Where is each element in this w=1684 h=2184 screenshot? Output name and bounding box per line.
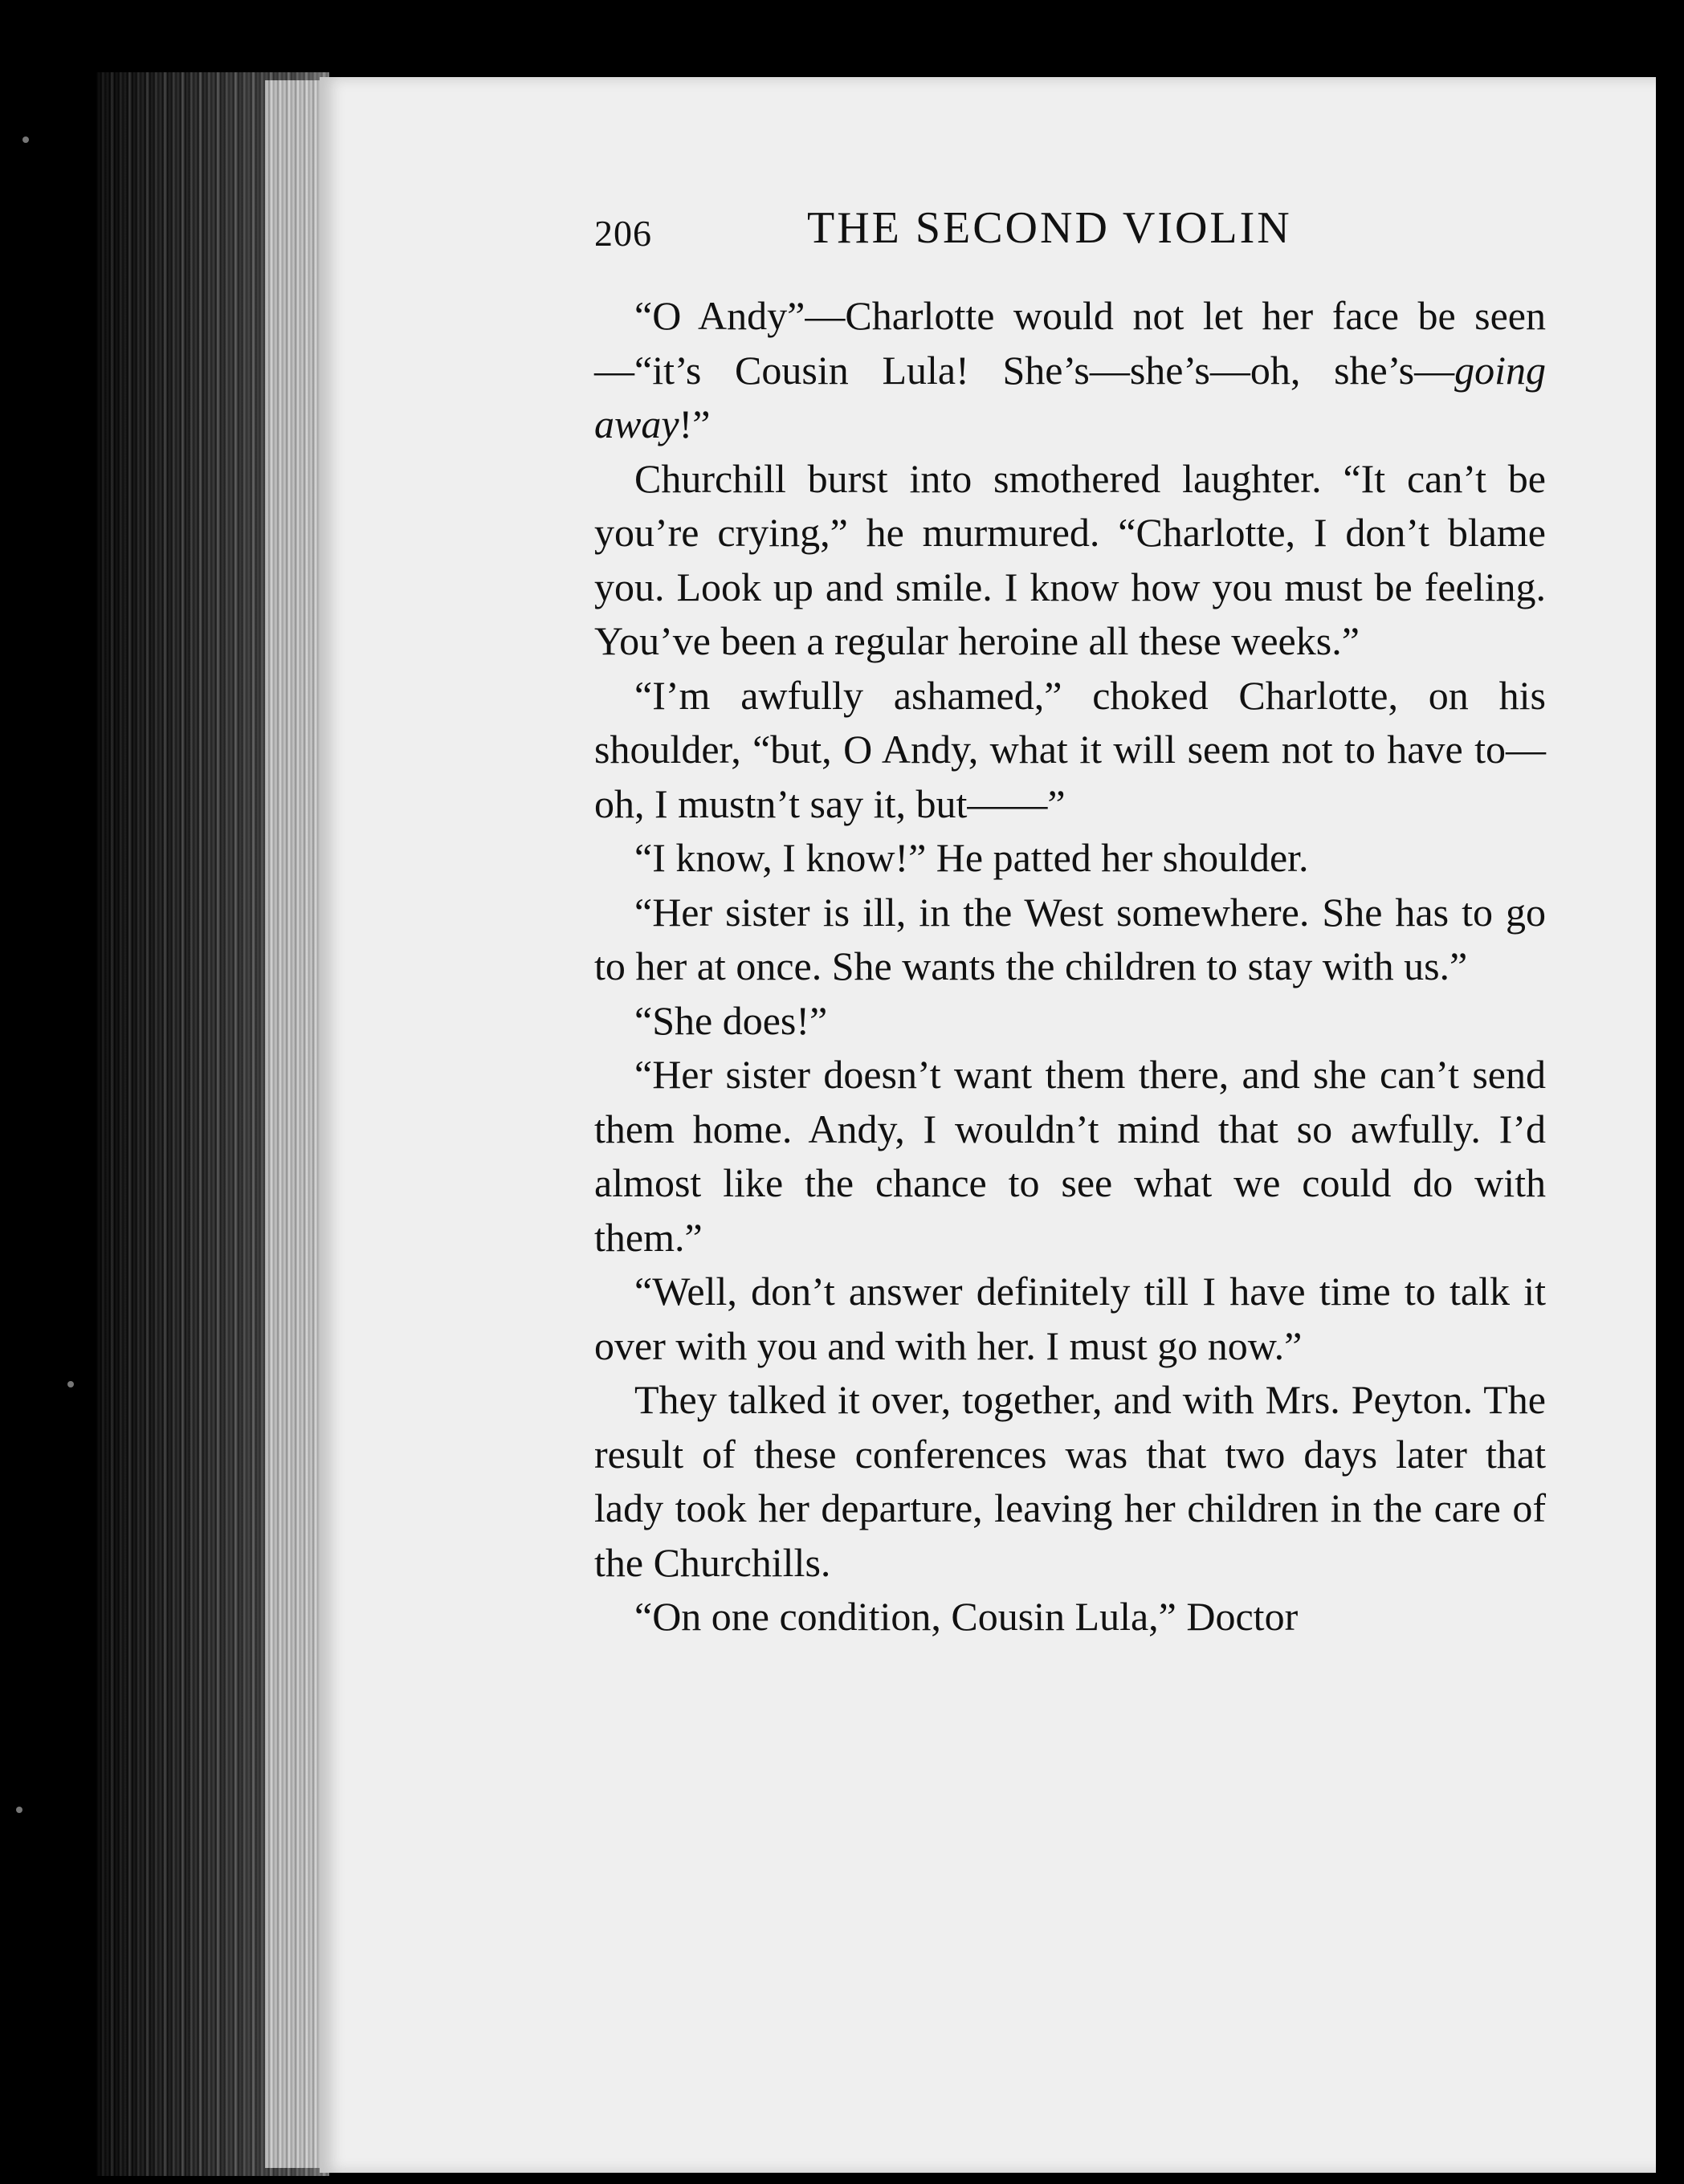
paragraph: “I’m awfully ashamed,” choked Charlotte, on his shoulder, “but, O Andy, what it will seem not to have to—oh, I mustn’t say it, but——” <box>594 672 1546 826</box>
paragraph: They talked it over, together, and with Mrs. Peyton. The result of these conferences was that two days later that lady took her departure, leaving her children in the care of the Churchills. <box>594 1377 1546 1585</box>
paragraph: Churchill burst into smothered laughter. “It can’t be you’re crying,” he murmured. “Charlotte, I don’t blame you. Look up and smile. I know how you must be feeling. You’ve been a regular heroine all these weeks.” <box>594 455 1546 663</box>
paragraph: “Well, don’t answer definitely till I have time to talk it over with you and with her. I must go now.” <box>594 1269 1546 1368</box>
paragraph: “I know, I know!” He patted her shoulder. <box>634 835 1309 880</box>
scan-speck <box>22 136 29 143</box>
scan-speck <box>67 1381 74 1387</box>
page-number: 206 <box>594 213 652 254</box>
paragraph: “On one condition, Cousin Lula,” Doctor <box>634 1594 1299 1639</box>
paragraph: “She does!” <box>634 997 828 1043</box>
right-border <box>1656 48 1684 2184</box>
paragraph: “Her sister doesn’t want them there, and she can’t send them home. Andy, I wouldn’t mind that so awfully. I’d almost like the chance to see what we could do with them.” <box>594 1052 1546 1260</box>
scan-speck <box>16 1807 22 1813</box>
italic-phrase: going away <box>594 347 1546 446</box>
scan-margin <box>0 0 96 2184</box>
running-title: THE SECOND VIOLIN <box>807 203 1292 253</box>
body-text <box>594 289 1546 1644</box>
book-page-edges-highlight <box>265 80 321 2168</box>
page-header <box>594 193 1558 273</box>
paragraph: “O Andy”—Charlotte would not let her face be seen—“it’s Cousin Lula! She’s—she’s—oh, she’s—going away!” <box>594 293 1546 446</box>
paragraph: “Her sister is ill, in the West somewhere. She has to go to her at once. She wants the children to stay with us.” <box>594 889 1546 988</box>
